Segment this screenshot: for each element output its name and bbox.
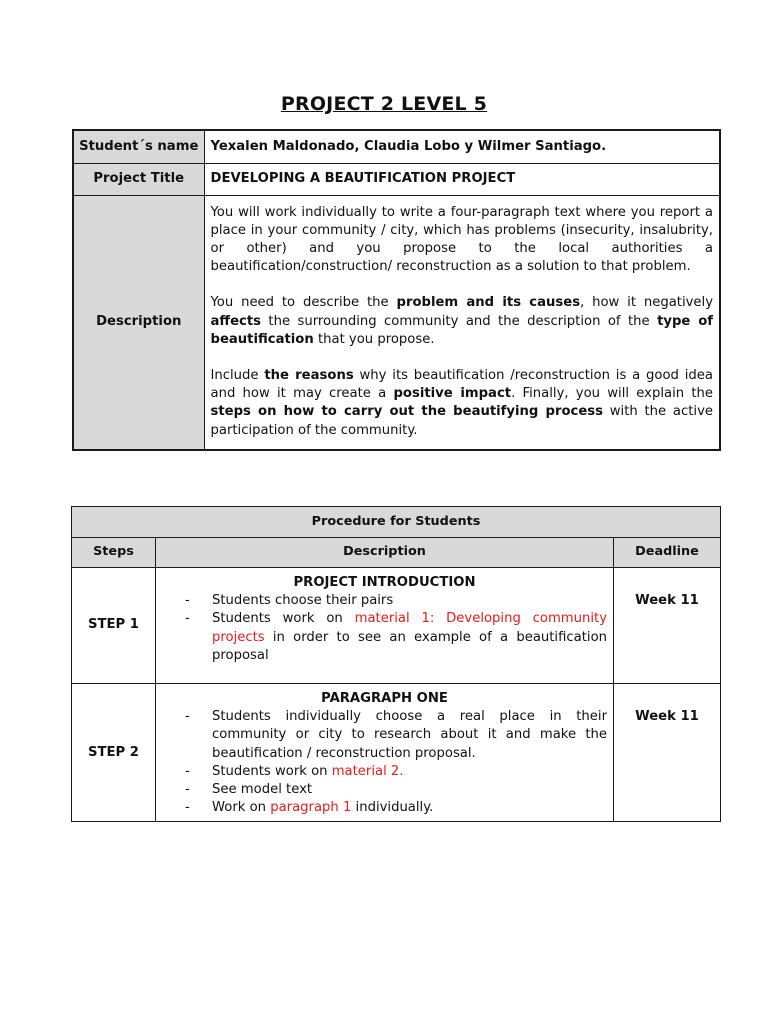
list-item-text: in order to see an example of a beautification proposal [212, 629, 607, 663]
description-label: Description [73, 195, 204, 450]
list-item-text: Students work on [212, 763, 332, 779]
paragraph-1-link[interactable]: paragraph 1 [270, 800, 352, 816]
p2-bold-affects: affects [210, 313, 261, 329]
student-name-value: Yexalen Maldonado, Claudia Lobo y Wilmer Santiago. [204, 130, 720, 163]
material-1-link[interactable]: material 1: Developing community projects [212, 611, 608, 645]
list-item: - See model text [185, 781, 607, 799]
list-item: - Students choose their pairs [185, 592, 607, 610]
step-2-heading: PARAGRAPH ONE [321, 691, 448, 706]
step-2-description [156, 684, 614, 822]
step-1-label: STEP 1 [72, 568, 156, 684]
step-1-deadline: Week 11 [635, 593, 699, 608]
steps-column-header: Steps [72, 538, 156, 568]
project-title-row [73, 163, 720, 195]
description-column-header: Description [156, 538, 614, 568]
material-2-link[interactable]: material 2. [331, 763, 404, 779]
page-title: PROJECT 2 LEVEL 5 [280, 93, 488, 115]
p3-bold-steps: steps on how to carry out the beautifying process [210, 404, 603, 420]
p3-bold-reasons: the reasons [264, 367, 354, 383]
p3-text-g: with the active participation of the community. [210, 404, 713, 438]
list-item-text: Students work on [212, 611, 355, 627]
description-paragraph-2 [211, 294, 714, 349]
list-item [185, 610, 607, 665]
description-row [73, 195, 720, 450]
table-row [72, 568, 721, 684]
procedure-table [71, 506, 721, 822]
p2-text-g: that you propose. [313, 331, 435, 347]
step-2-list [162, 708, 607, 817]
student-name-label: Student´s name [73, 130, 204, 163]
procedure-header-row [72, 507, 721, 538]
project-title-label: Project Title [73, 163, 204, 195]
description-paragraph-3 [211, 367, 714, 440]
p3-text-a: Include [210, 367, 265, 383]
list-item-text: individually. [351, 800, 434, 816]
p3-text-c: why its beautification /reconstruction is a good idea and how it may create a [210, 367, 713, 402]
table-row [72, 684, 721, 822]
column-header-row [72, 538, 721, 568]
step-1-list [162, 592, 607, 665]
deadline-column-header: Deadline [614, 538, 721, 568]
step-1-description [156, 568, 614, 684]
description-paragraph-1: You will work individually to write a four-paragraph text where you report a place in your community / city, which has problems (insecurity, insalubrity, or other) and you propose to the local authorities a beautification/construction/ reconstruction as a solution to that problem. [210, 204, 713, 275]
step-2-label: STEP 2 [72, 684, 156, 822]
description-text [204, 195, 720, 450]
p2-text-c: , how it negatively [580, 295, 713, 311]
list-item [185, 763, 607, 781]
step-2-deadline-cell [614, 684, 721, 822]
project-info-table [72, 129, 721, 451]
p2-bold-problem: problem and its causes [396, 295, 581, 311]
list-item-text: Work on [212, 800, 271, 816]
project-title-value: DEVELOPING A BEAUTIFICATION PROJECT [204, 163, 720, 195]
p2-text-a: You need to describe the [210, 295, 397, 311]
step-2-deadline: Week 11 [635, 709, 699, 724]
p2-bold-type: type of beautification [210, 313, 713, 347]
p3-text-e: . Finally, you will explain the [511, 386, 713, 402]
p3-bold-impact: positive impact [393, 386, 512, 402]
list-item: - Students individually choose a real place in their community or city to research about it and make the beautification / reconstruction proposal. [185, 708, 607, 763]
step-1-heading: PROJECT INTRODUCTION [293, 575, 476, 590]
procedure-header: Procedure for Students [72, 507, 721, 538]
student-name-row [73, 130, 720, 163]
p2-text-e: the surrounding community and the description of the [261, 313, 658, 329]
list-item [185, 799, 607, 817]
step-1-deadline-cell [614, 568, 721, 684]
